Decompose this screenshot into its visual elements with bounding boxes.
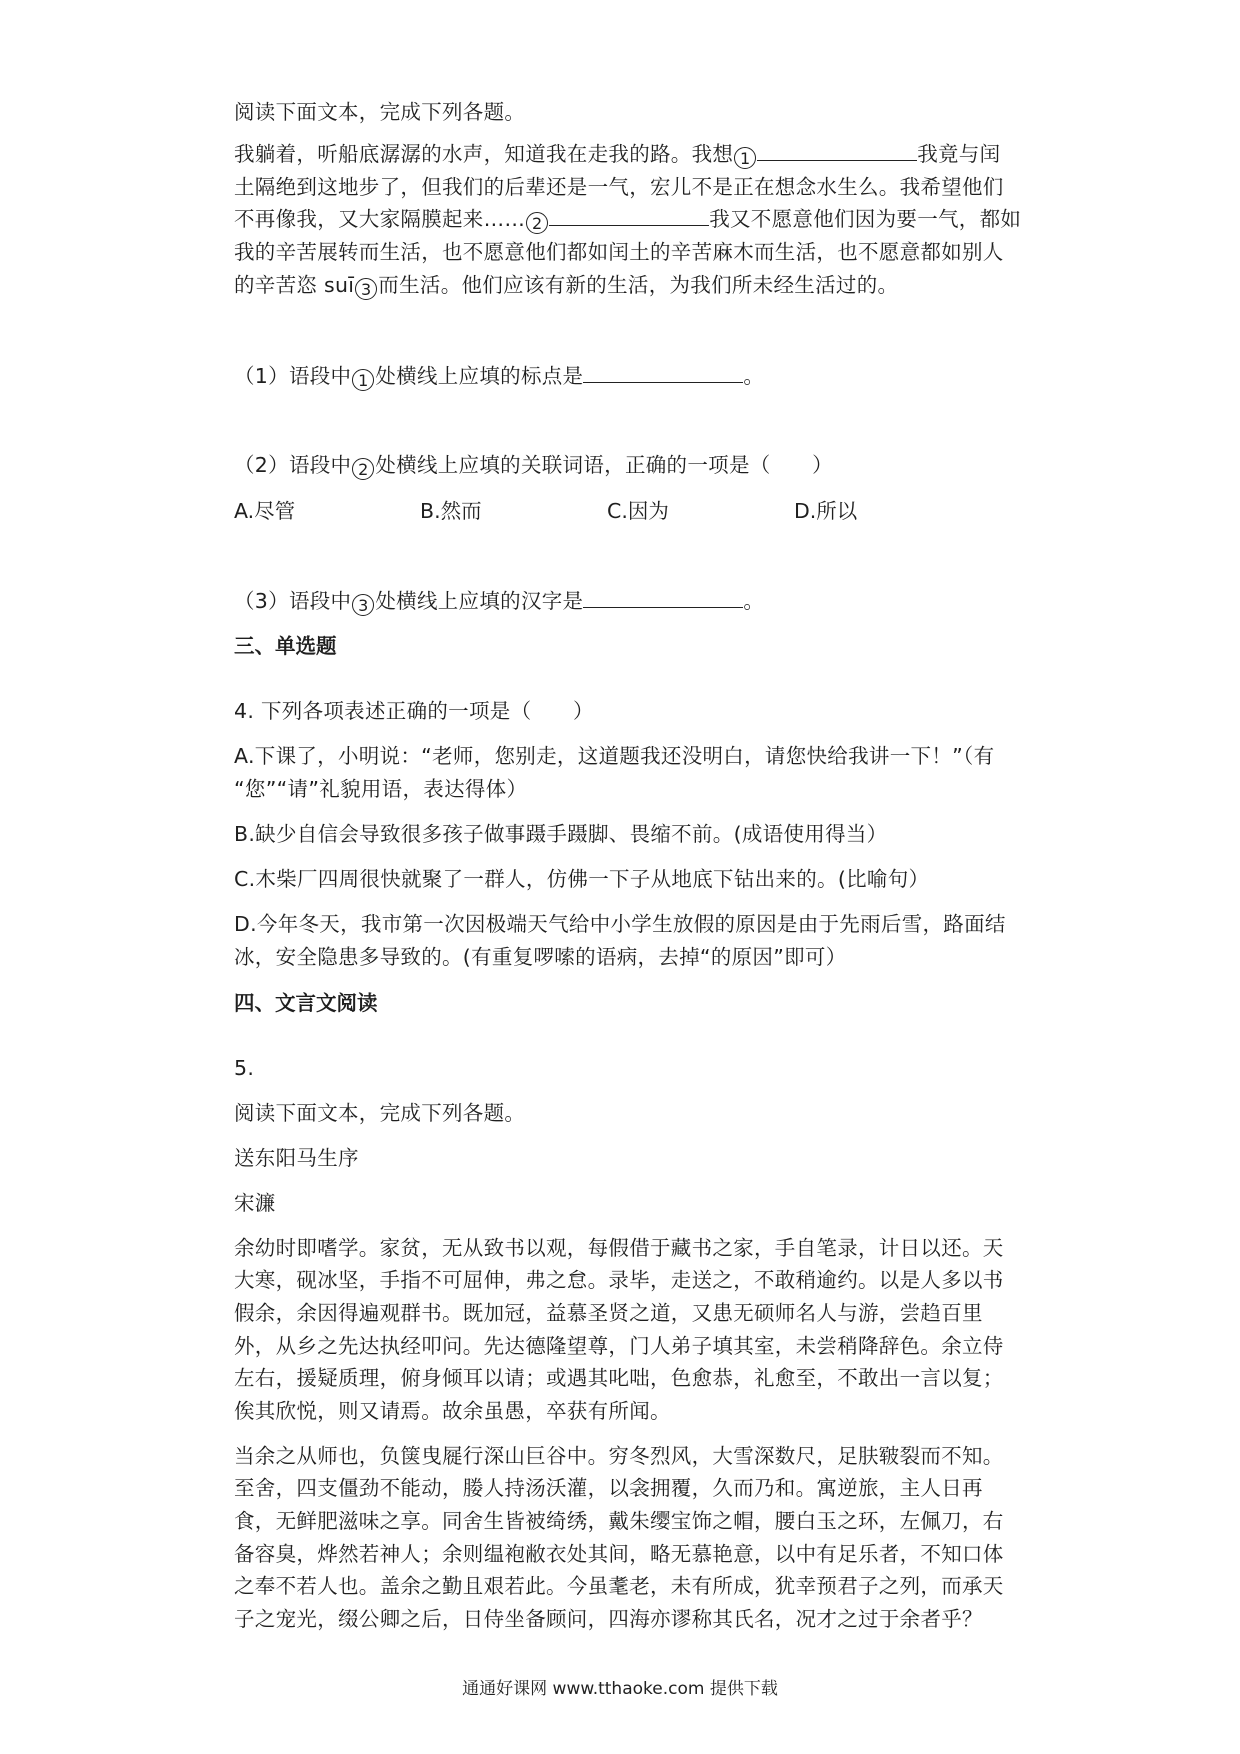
article-line: 备容臭，烨然若神人；余则缊袍敝衣处其间，略无慕艳意，以中有足乐者，不知口体 (234, 1542, 1004, 1566)
page-footer: 通通好课网 www.tthaoke.com 提供下载 (462, 1679, 778, 1699)
question-1 (234, 362, 764, 391)
option-b[interactable]: B.然而 (420, 499, 482, 523)
article-line: 之奉不若人也。盖余之勤且艰若此。今虽耄老，未有所成，犹幸预君子之列，而承天 (234, 1574, 1004, 1598)
question-4-stem: 4. 下列各项表述正确的一项是（ ） (234, 699, 594, 723)
question-text: 处横线上应填的标点是 (375, 364, 584, 388)
option-b[interactable]: B.缺少自信会导致很多孩子做事蹑手蹑脚、畏缩不前。(成语使用得当） (234, 822, 888, 846)
article-line: 左右，援疑质理，俯身倾耳以请；或遇其叱咄，色愈恭，礼愈至，不敢出一言以复； (234, 1366, 1004, 1390)
passage-text: 我又不愿意他们因为要一气，都如 (709, 207, 1022, 231)
article-line: 子之宠光，缀公卿之后，日侍坐备顾问，四海亦谬称其氏名，况才之过于余者乎？ (234, 1607, 983, 1631)
question-5-number: 5. (234, 1056, 255, 1080)
section-heading: 四、文言文阅读 (234, 991, 378, 1015)
passage-line (234, 205, 1021, 234)
circled-number: 2 (526, 212, 548, 234)
passage-text: 不再像我，又大家隔膜起来…… (234, 207, 526, 231)
article-line: 大寒，砚冰坚，手指不可屈伸，弗之怠。录毕，走送之，不敢稍逾约。以是人多以书 (234, 1268, 1004, 1292)
passage-line (234, 271, 898, 300)
option-d[interactable]: D.所以 (794, 499, 858, 523)
option-a[interactable]: A.下课了，小明说：“老师，您别走，这道题我还没明白，请您快给我讲一下！”（有 (234, 744, 995, 768)
option-a[interactable]: A.尽管 (234, 499, 296, 523)
article-author: 宋濂 (234, 1191, 276, 1215)
option-c[interactable]: C.因为 (607, 499, 669, 523)
passage-line (234, 140, 1000, 169)
option-a-cont: “您”“请”礼貌用语，表达得体） (234, 777, 528, 801)
passage-text: 我躺着，听船底潺潺的水声，知道我在走我的路。我想 (234, 142, 734, 166)
passage-text: 我竟与闰 (917, 142, 1001, 166)
circled-number: 1 (352, 369, 374, 391)
article-line: 当余之从师也，负箧曳屣行深山巨谷中。穷冬烈风，大雪深数尺，足肤皲裂而不知。 (234, 1444, 1004, 1468)
article-line: 俟其欣悦，则又请焉。故余虽愚，卒获有所闻。 (234, 1399, 671, 1423)
article-line: 至舍，四支僵劲不能动，媵人持汤沃灌，以衾拥覆，久而乃和。寓逆旅，主人日再 (234, 1476, 983, 1500)
circled-number: 3 (355, 278, 377, 300)
option-c[interactable]: C.木柴厂四周很快就聚了一群人，仿佛一下子从地底下钻出来的。(比喻句） (234, 867, 930, 891)
article-line: 假余，余因得遍观群书。既加冠，益慕圣贤之道，又患无硕师名人与游，尝趋百里 (234, 1301, 983, 1325)
question-text: 处横线上应填的汉字是 (375, 589, 584, 613)
answer-blank[interactable] (583, 362, 743, 383)
question-text: （3）语段中 (234, 589, 352, 613)
circled-number: 1 (734, 147, 756, 169)
question-text: （1）语段中 (234, 364, 352, 388)
article-line: 食，无鲜肥滋味之享。同舍生皆被绮绣，戴朱缨宝饰之帽，腰白玉之环，左佩刀，右 (234, 1509, 1004, 1533)
circled-number: 2 (352, 458, 374, 480)
answer-blank[interactable] (583, 587, 743, 608)
section-heading: 三、单选题 (234, 634, 337, 658)
question-3 (234, 587, 764, 616)
question-2 (234, 451, 833, 480)
passage-line: 我的辛苦展转而生活，也不愿意他们都如闰土的辛苦麻木而生活，也不愿意都如别人 (234, 240, 1004, 264)
question-text: 处横线上应填的关联词语，正确的一项是（ ） (375, 453, 833, 477)
article-line: 余幼时即嗜学。家贫，无从致书以观，每假借于藏书之家，手自笔录，计日以还。天 (234, 1236, 1004, 1260)
circled-number: 3 (352, 594, 374, 616)
passage-line: 土隔绝到这地步了，但我们的后辈还是一气，宏儿不是正在想念水生么。我希望他们 (234, 175, 1004, 199)
passage-text: 而生活。他们应该有新的生活，为我们所未经生活过的。 (378, 273, 899, 297)
option-d-cont: 冰，安全隐患多导致的。(有重复啰嗦的语病，去掉“的原因”即可） (234, 945, 847, 969)
article-title: 送东阳马生序 (234, 1146, 359, 1170)
question-text: （2）语段中 (234, 453, 352, 477)
question-text: 。 (743, 364, 765, 388)
fill-blank (549, 205, 709, 226)
question-5-intro: 阅读下面文本，完成下列各题。 (234, 1101, 526, 1125)
passage-intro: 阅读下面文本，完成下列各题。 (234, 100, 526, 124)
article-line: 外，从乡之先达执经叩问。先达德隆望尊，门人弟子填其室，未尝稍降辞色。余立侍 (234, 1334, 1004, 1358)
option-d[interactable]: D.今年冬天，我市第一次因极端天气给中小学生放假的原因是由于先雨后雪，路面结 (234, 912, 1006, 936)
passage-text: 的辛苦恣 suī (234, 273, 355, 297)
question-text: 。 (743, 589, 765, 613)
fill-blank (757, 140, 917, 161)
